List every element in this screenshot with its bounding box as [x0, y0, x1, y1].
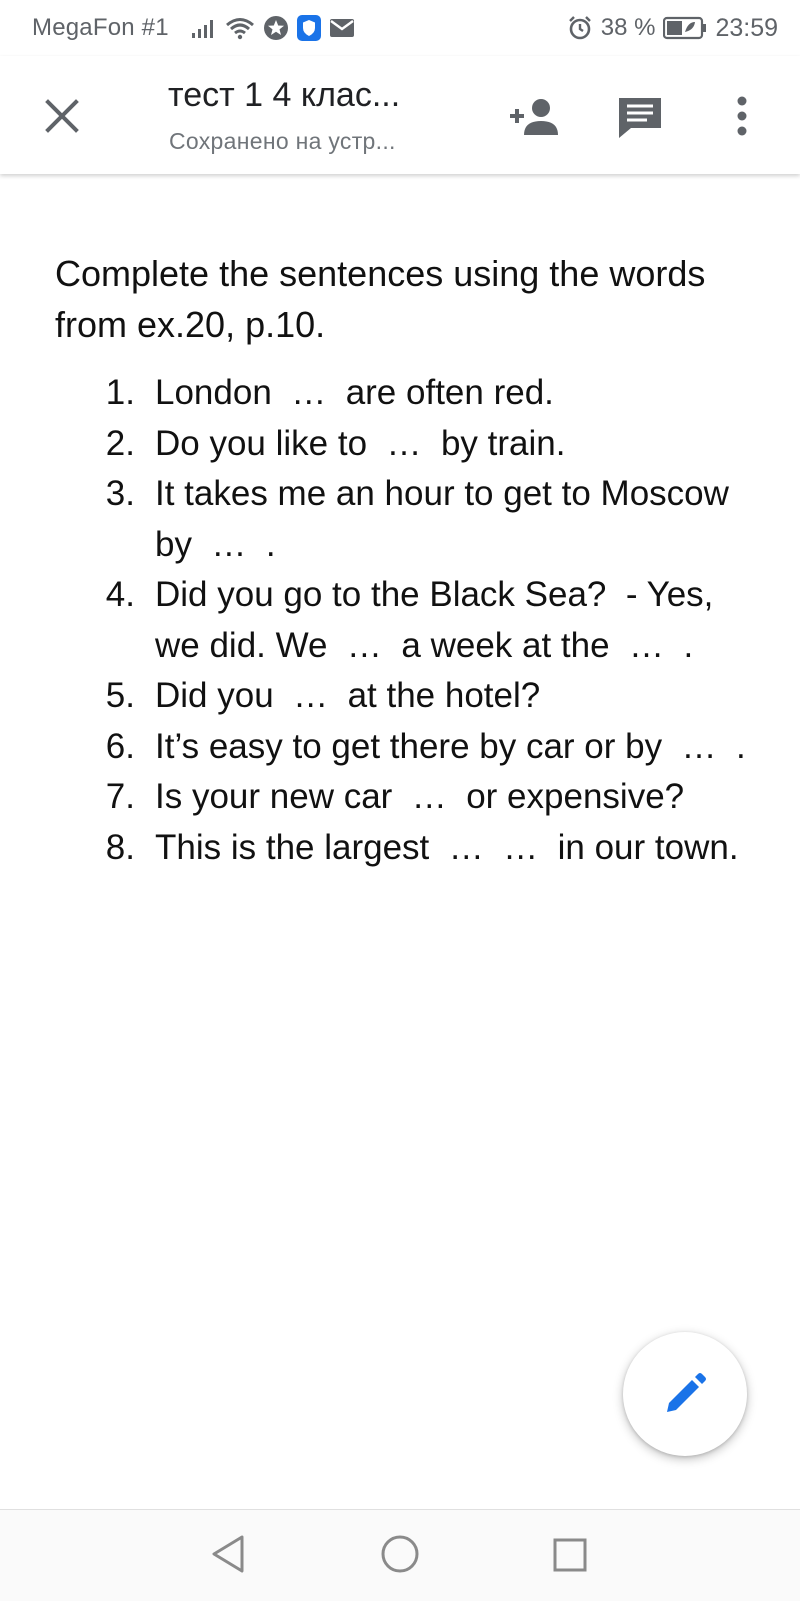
battery-icon — [663, 16, 707, 40]
comments-button[interactable] — [614, 92, 666, 144]
exercise-item — [55, 772, 755, 823]
comment-icon — [617, 96, 663, 140]
exercise-number: 2. — [105, 423, 135, 463]
edit-button[interactable] — [623, 1332, 747, 1456]
exercise-text: Did you … at the hotel? — [155, 676, 541, 715]
close-button[interactable] — [40, 94, 84, 138]
recents-button[interactable] — [552, 1537, 588, 1578]
status-right — [567, 14, 778, 43]
document-title: тест 1 4 клас... — [168, 76, 401, 114]
carrier-label: MegaFon #1 — [32, 14, 169, 41]
more-vert-icon — [736, 96, 748, 136]
save-status: Сохранено на устр... — [169, 128, 396, 154]
exercise-number: 6. — [105, 726, 135, 766]
exercise-item — [55, 570, 755, 671]
clock: 23:59 — [715, 13, 778, 42]
exercise-text: It’s easy to get there by car or by … . — [155, 726, 746, 766]
exercise-number: 7. — [105, 777, 135, 816]
alarm-icon — [567, 15, 593, 41]
status-bar — [0, 0, 800, 56]
document-body[interactable] — [55, 248, 755, 873]
exercise-text: This is the largest … … in our town. — [155, 827, 739, 867]
exercise-item — [55, 722, 755, 773]
navigation-bar — [0, 1509, 800, 1601]
star-badge-icon — [263, 15, 289, 41]
home-button[interactable] — [380, 1534, 420, 1579]
recents-icon — [552, 1537, 588, 1573]
exercise-number: 8. — [105, 827, 135, 867]
edit-icon — [663, 1372, 707, 1416]
battery-percent: 38 % — [600, 14, 656, 41]
exercise-item — [55, 469, 755, 570]
share-button[interactable] — [506, 96, 562, 136]
exercise-text: It takes me an hour to get to Moscow by … . — [155, 474, 739, 564]
exercise-text: Do you like to … by train. — [155, 423, 566, 463]
shield-icon — [297, 15, 321, 41]
exercise-number: 3. — [105, 474, 135, 513]
exercise-text: Did you go to the Black Sea? - Yes, we did. We … a week at the … . — [155, 575, 724, 665]
home-icon — [380, 1534, 420, 1574]
wifi-icon — [225, 16, 255, 40]
exercise-list — [55, 368, 755, 873]
status-left — [32, 14, 355, 42]
exercise-number: 5. — [105, 676, 135, 715]
signal-icon — [191, 17, 217, 39]
close-icon — [45, 99, 79, 133]
exercise-item — [55, 368, 755, 419]
instruction-text: Complete the sentences using the words from ex.20, p.10. — [55, 253, 706, 345]
back-icon — [210, 1534, 246, 1574]
add-person-icon — [508, 97, 560, 135]
exercise-number: 1. — [105, 373, 135, 412]
more-options-button[interactable] — [730, 92, 754, 140]
exercise-item — [55, 419, 755, 470]
exercise-text: Is your new car … or expensive? — [155, 777, 685, 816]
exercise-item — [55, 823, 755, 874]
exercise-number: 4. — [105, 575, 135, 614]
exercise-text: London … are often red. — [155, 373, 554, 412]
app-bar — [0, 56, 800, 174]
exercise-item — [55, 671, 755, 722]
mail-icon — [329, 18, 355, 38]
back-button[interactable] — [210, 1534, 246, 1579]
